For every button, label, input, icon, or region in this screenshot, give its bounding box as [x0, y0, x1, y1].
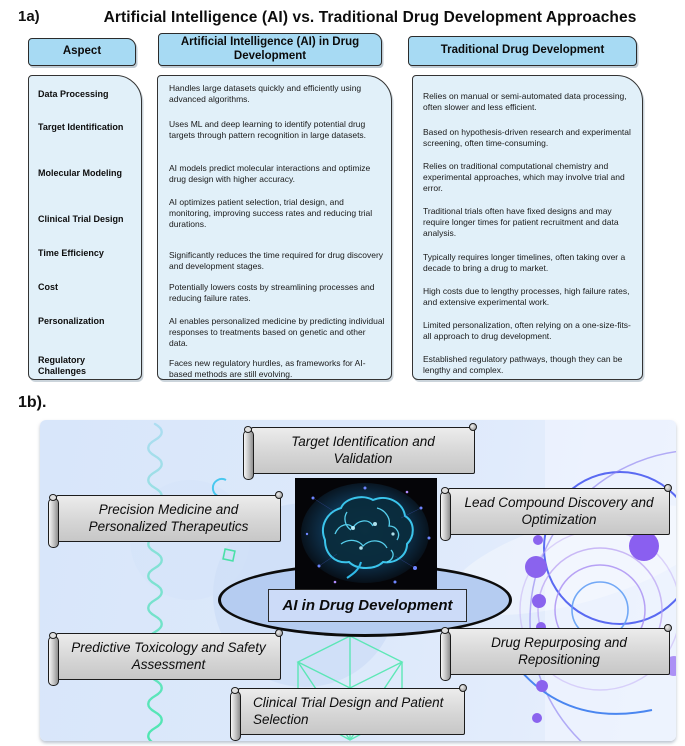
scroll-roll: [230, 691, 241, 741]
scroll-roll: [440, 631, 451, 681]
ai-cell: Significantly reduces the time required for drug discovery and development stages.: [169, 250, 384, 271]
ai-cell: Handles large datasets quickly and efficiently using advanced algorithms.: [169, 83, 362, 104]
aspect-row-label: Clinical Trial Design: [38, 214, 124, 224]
banner-label: Lead Compound Discovery and Optimization: [448, 488, 670, 535]
brain-image: [295, 478, 437, 592]
traditional-cell: Traditional trials often have fixed designs and may require longer times for patient recruitment and data analysis.: [423, 206, 619, 238]
diagram-panel: [40, 420, 676, 741]
banner-target-identification: [243, 427, 475, 474]
aspect-column: [28, 75, 142, 380]
scroll-knob: [664, 624, 672, 632]
aspect-row-label: Data Processing: [38, 89, 109, 99]
traditional-cell: Relies on traditional computational chemistry and experimental approaches, which may involve trial and error.: [423, 161, 625, 193]
traditional-cell: Established regulatory pathways, though they can be lengthy and complex.: [423, 354, 623, 375]
panel-1a-label: 1a): [18, 8, 40, 25]
banner-precision-medicine: [48, 495, 281, 542]
scroll-knob: [664, 484, 672, 492]
banner-label: Clinical Trial Design and Patient Selection: [238, 688, 465, 735]
hub-label: AI in Drug Development: [268, 589, 467, 622]
header-ai-column: Artificial Intelligence (AI) in Drug Development: [158, 33, 382, 66]
ai-cell: AI models predict molecular interactions and optimize drug design with higher accuracy.: [169, 163, 371, 184]
banner-label: Drug Repurposing and Repositioning: [448, 628, 670, 675]
scroll-roll: [48, 498, 59, 548]
traditional-cell: High costs due to lengthy processes, high failure rates, and extensive experimental work.: [423, 286, 630, 307]
scroll-roll: [243, 430, 254, 480]
aspect-row-label: Personalization: [38, 316, 105, 326]
header-aspect: Aspect: [28, 38, 136, 66]
banner-clinical-trial: [230, 688, 465, 735]
scroll-knob: [275, 491, 283, 499]
banner-label: Precision Medicine and Personalized Therapeutics: [56, 495, 281, 542]
banner-drug-repurposing: [440, 628, 670, 675]
aspect-row-label: Cost: [38, 282, 58, 292]
banner-lead-compound: [440, 488, 670, 535]
traditional-cell: Limited personalization, often relying on a one-size-fits-all approach to drug development.: [423, 320, 631, 341]
aspect-row-label: Molecular Modeling: [38, 168, 123, 178]
panel-1b-label: 1b).: [18, 394, 47, 411]
traditional-column: [412, 75, 643, 380]
traditional-cell: Based on hypothesis-driven research and experimental screening, often time-consuming.: [423, 127, 631, 148]
scroll-roll: [48, 636, 59, 686]
banner-label: Predictive Toxicology and Safety Assessment: [56, 633, 281, 680]
header-traditional-column: Traditional Drug Development: [408, 36, 637, 66]
scroll-knob: [459, 684, 467, 692]
aspect-row-label: Target Identification: [38, 122, 124, 132]
ai-cell: Uses ML and deep learning to identify potential drug targets through pattern recognition in large datasets.: [169, 119, 367, 140]
ai-cell: Faces new regulatory hurdles, as frameworks for AI-based methods are still evolving.: [169, 358, 366, 379]
ai-cell: AI optimizes patient selection, trial design, and monitoring, improving success rates and reducing trial durations.: [169, 197, 373, 229]
traditional-cell: Relies on manual or semi-automated data processing, often slower and less efficient.: [423, 91, 627, 112]
aspect-row-label: Time Efficiency: [38, 248, 104, 258]
ai-column: [157, 75, 392, 380]
ai-cell: AI enables personalized medicine by predicting individual responses to treatments based on genetic and other data.: [169, 316, 385, 348]
scroll-roll: [440, 491, 451, 541]
figure-title: Artificial Intelligence (AI) vs. Traditional Drug Development Approaches: [103, 9, 637, 26]
banner-label: Target Identification and Validation: [251, 427, 475, 474]
ai-cell: Potentially lowers costs by streamlining processes and reducing failure rates.: [169, 282, 375, 303]
banner-predictive-toxicology: [48, 633, 281, 680]
scroll-knob: [469, 423, 477, 431]
aspect-row-label: Regulatory Challenges: [38, 355, 87, 376]
scroll-knob: [275, 629, 283, 637]
traditional-cell: Typically requires longer timelines, often taking over a decade to bring a drug to market.: [423, 252, 626, 273]
